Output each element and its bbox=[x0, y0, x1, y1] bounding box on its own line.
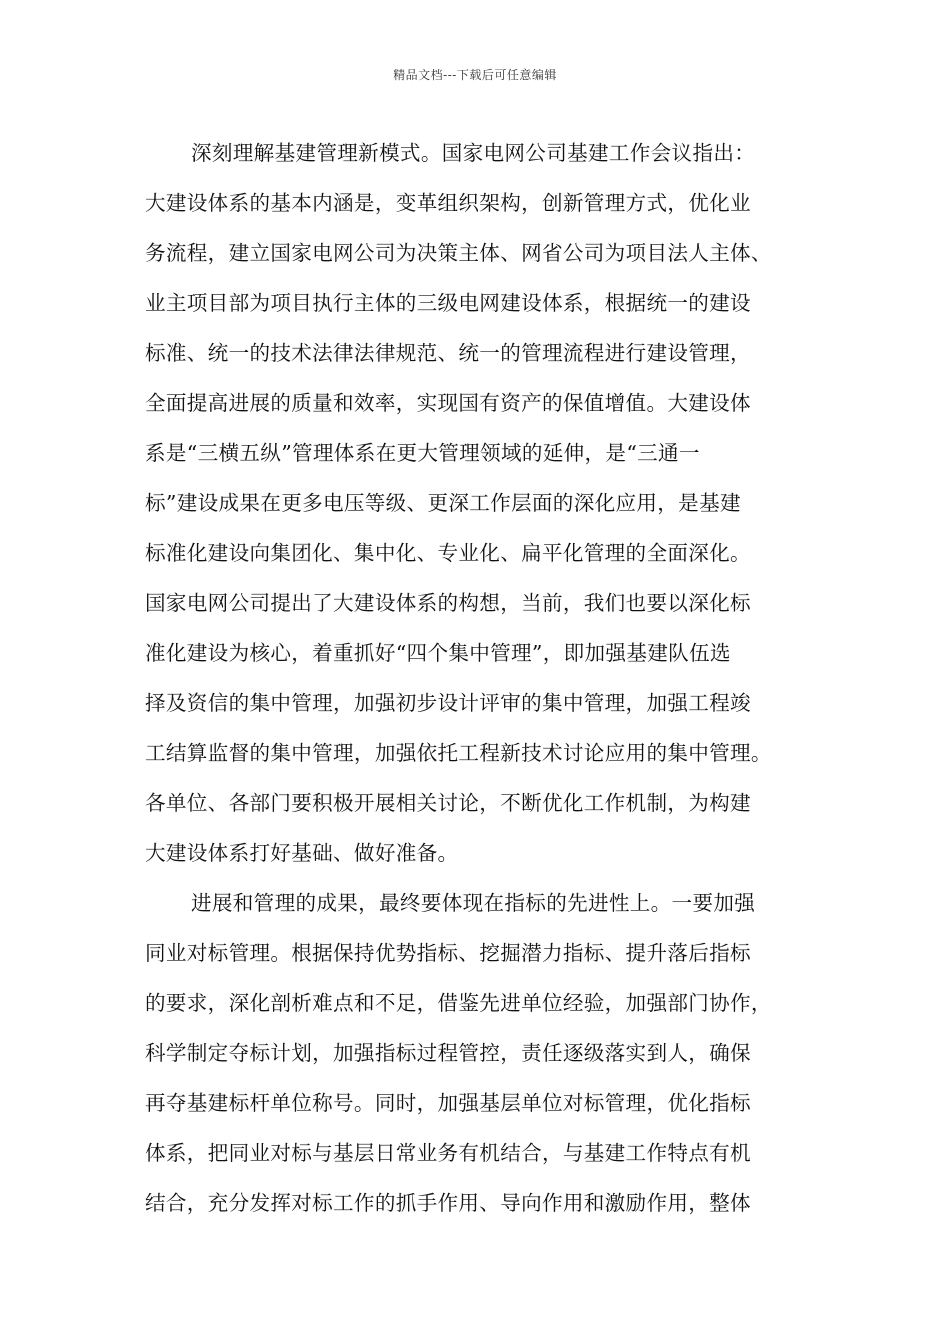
text-line: 标准、统一的技术法律法律规范、统一的管理流程进行建设管理， bbox=[145, 341, 751, 365]
text-line: 大建设体系打好基础、做好准备。 bbox=[145, 841, 459, 865]
text-line: 准化建设为核心，着重抓好“四个集中管理”，即加强基建队伍选 bbox=[145, 641, 731, 665]
text-line: 深刻理解基建管理新模式。国家电网公司基建工作会议指出： bbox=[191, 141, 756, 165]
paragraph-2 bbox=[145, 878, 825, 1228]
text-line: 结合，充分发挥对标工作的抓手作用、导向作用和激励作用，整体 bbox=[145, 1191, 751, 1215]
text-line: 工结算监督的集中管理，加强依托工程新技术讨论应用的集中管理。 bbox=[145, 741, 772, 765]
text-line: 业主项目部为项目执行主体的三级电网建设体系，根据统一的建设 bbox=[145, 291, 751, 315]
text-line: 全面提高进展的质量和效率，实现国有资产的保值增值。大建设体 bbox=[145, 391, 751, 415]
body-text bbox=[145, 128, 825, 1228]
text-line: 再夺基建标杆单位称号。同时，加强基层单位对标管理，优化指标 bbox=[145, 1091, 751, 1115]
text-line: 标”建设成果在更多电压等级、更深工作层面的深化应用，是基建 bbox=[145, 491, 741, 515]
text-line: 体系，把同业对标与基层日常业务有机结合，与基建工作特点有机 bbox=[145, 1141, 751, 1165]
text-line: 各单位、各部门要积极开展相关讨论，不断优化工作机制，为构建 bbox=[145, 791, 751, 815]
text-line: 科学制定夺标计划，加强指标过程管控，责任逐级落实到人，确保 bbox=[145, 1041, 751, 1065]
paragraph-1 bbox=[145, 128, 825, 878]
text-line: 进展和管理的成果，最终要体现在指标的先进性上。一要加强 bbox=[191, 891, 756, 915]
page-header: 精品文档---下载后可任意编辑 bbox=[393, 68, 557, 82]
text-line: 同业对标管理。根据保持优势指标、挖掘潜力指标、提升落后指标 bbox=[145, 941, 751, 965]
text-line: 择及资信的集中管理，加强初步设计评审的集中管理，加强工程竣 bbox=[145, 691, 751, 715]
text-line: 的要求，深化剖析难点和不足，借鉴先进单位经验，加强部门协作， bbox=[145, 991, 772, 1015]
text-line: 大建设体系的基本内涵是，变革组织架构，创新管理方式，优化业 bbox=[145, 191, 751, 215]
text-line: 标准化建设向集团化、集中化、专业化、扁平化管理的全面深化。 bbox=[145, 541, 751, 565]
text-line: 国家电网公司提出了大建设体系的构想，当前，我们也要以深化标 bbox=[145, 591, 751, 615]
text-line: 系是“三横五纵”管理体系在更大管理领域的延伸，是“三通一 bbox=[145, 441, 700, 465]
text-line: 务流程，建立国家电网公司为决策主体、网省公司为项目法人主体、 bbox=[145, 241, 772, 265]
